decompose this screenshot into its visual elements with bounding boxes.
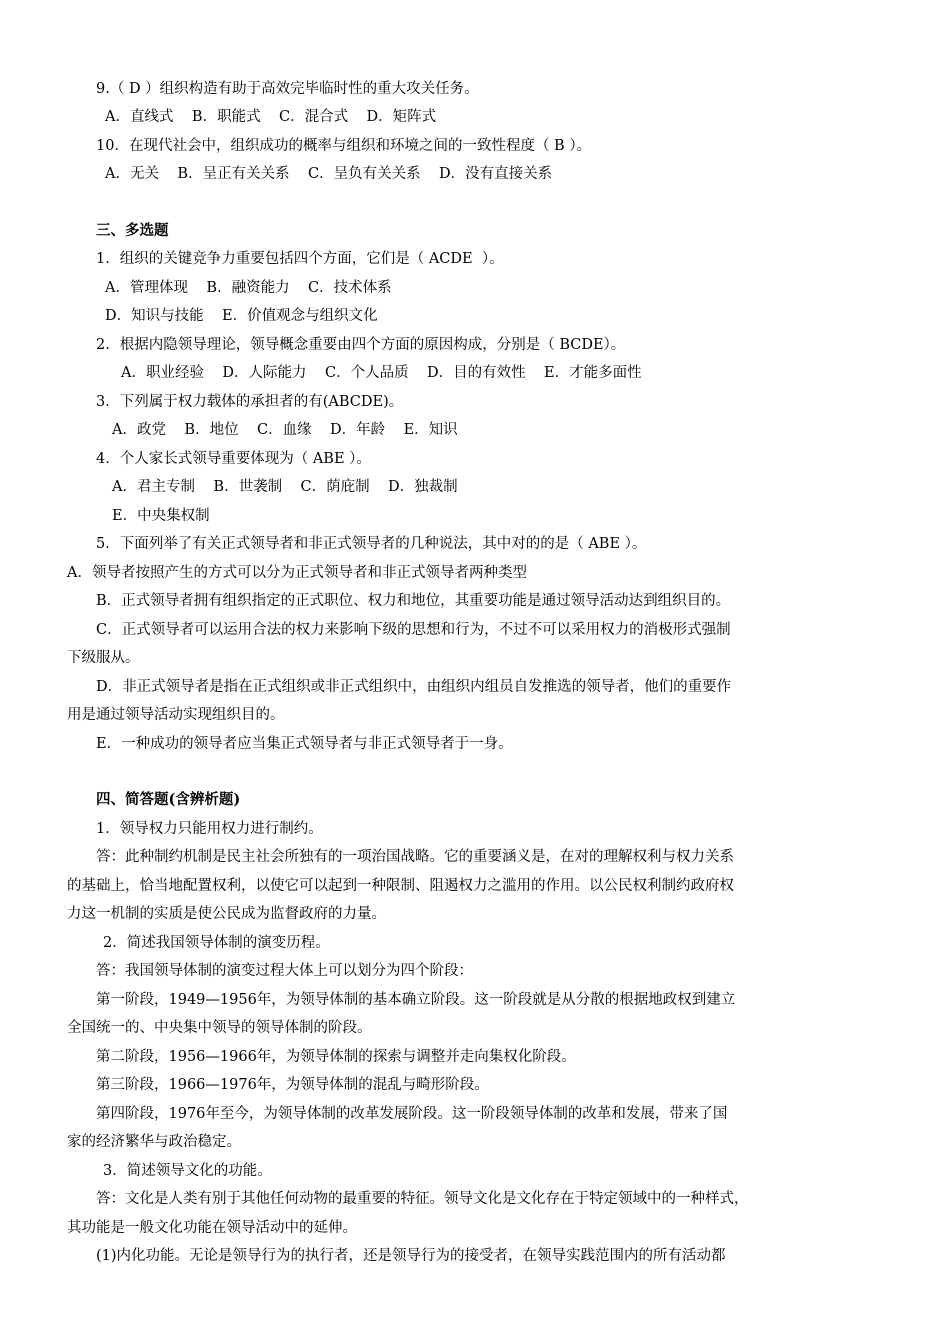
sa-answer-3-line-1: 答：文化是人类有别于其他任何动物的最重要的特征。领导文化是文化存在于特定领域中的一种样式， xyxy=(96,1191,749,1207)
mc-question-3-options: A．政党 B．地位 C．血缘 D．年龄 E．知识 xyxy=(112,422,458,438)
mc-question-2-options: A．职业经验 D．人际能力 C．个人品质 D．目的有效性 E．才能多面性 xyxy=(121,365,642,381)
section-3-heading: 三、多选题 xyxy=(96,222,169,239)
sa-answer-2-line-6: 第四阶段，1976年至今，为领导体制的改革发展阶段。这一阶段领导体制的改革和发展，带来了国 xyxy=(96,1106,728,1122)
mc-question-5: 5．下面列举了有关正式领导者和非正式领导者的几种说法，其中对的的是（ ABE ）。 xyxy=(96,536,647,552)
question-9-options: A．直线式 B．职能式 C．混合式 D．矩阵式 xyxy=(105,109,437,125)
sa-answer-3-line-2: 其功能是一般文化功能在领导活动中的延伸。 xyxy=(67,1220,357,1236)
mc-question-1-options-b: D．知识与技能 E．价值观念与组织文化 xyxy=(105,308,378,324)
sa-answer-2-line-3: 全国统一的、中央集中领导的领导体制的阶段。 xyxy=(67,1020,372,1036)
sa-answer-2-line-2: 第一阶段，1949—1956年，为领导体制的基本确立阶段。这一阶段就是从分散的根据地政权到建立 xyxy=(96,992,736,1008)
sa-question-3: 3．简述领导文化的功能。 xyxy=(103,1163,272,1179)
mc-question-5-option-c-cont: 下级服从。 xyxy=(67,650,140,666)
sa-answer-3-line-3: (1)内化功能。无论是领导行为的执行者，还是领导行为的接受者，在领导实践范围内的所有活动都 xyxy=(96,1248,726,1264)
mc-question-5-option-e: E．一种成功的领导者应当集正式领导者与非正式领导者于一身。 xyxy=(96,736,513,752)
sa-answer-2-line-4: 第二阶段，1956—1966年，为领导体制的探索与调整并走向集权化阶段。 xyxy=(96,1049,576,1065)
mc-question-3: 3．下列属于权力载体的承担者的有(ABCDE)。 xyxy=(96,394,404,410)
sa-answer-1-line-1: 答：此种制约机制是民主社会所独有的一项治国战略。它的重要涵义是，在对的理解权利与权力关系 xyxy=(96,849,734,865)
mc-question-2: 2．根据内隐领导理论，领导概念重要由四个方面的原因构成，分别是（ BCDE）。 xyxy=(96,337,626,353)
mc-question-5-option-b: B．正式领导者拥有组织指定的正式职位、权力和地位，其重要功能是通过领导活动达到组织目的。 xyxy=(96,593,731,609)
mc-question-4: 4．个人家长式领导重要体现为（ ABE ）。 xyxy=(96,451,371,467)
section-4-heading: 四、简答题(含辨析题) xyxy=(96,791,241,808)
sa-answer-2-line-5: 第三阶段，1966—1976年，为领导体制的混乱与畸形阶段。 xyxy=(96,1077,489,1093)
sa-answer-2-line-7: 家的经济繁华与政治稳定。 xyxy=(67,1134,241,1150)
mc-question-5-option-d: D．非正式领导者是指在正式组织或非正式组织中，由组织内组员自发推选的领导者，他们的重要作 xyxy=(96,679,732,695)
mc-question-1: 1．组织的关键竞争力重要包括四个方面，它们是（ ACDE ）。 xyxy=(96,251,504,267)
sa-answer-1-line-3: 力这一机制的实质是使公民成为监督政府的力量。 xyxy=(67,906,386,922)
question-10-options: A．无关 B．呈正有关关系 C．呈负有关关系 D．没有直接关系 xyxy=(105,166,553,182)
sa-answer-1-line-2: 的基础上，恰当地配置权利，以使它可以起到一种限制、阻遏权力之滥用的作用。以公民权利制约政府权 xyxy=(67,878,734,894)
question-9: 9.（ D ）组织构造有助于高效完毕临时性的重大攻关任务。 xyxy=(96,81,479,97)
mc-question-5-option-d-cont: 用是通过领导活动实现组织目的。 xyxy=(67,707,285,723)
sa-question-1: 1．领导权力只能用权力进行制约。 xyxy=(96,821,323,837)
mc-question-1-options-a: A．管理体现 B．融资能力 C．技术体系 xyxy=(105,280,392,296)
sa-question-2: 2．简述我国领导体制的演变历程。 xyxy=(103,935,330,951)
sa-answer-2-line-1: 答：我国领导体制的演变过程大体上可以划分为四个阶段： xyxy=(96,963,473,979)
mc-question-5-option-c: C．正式领导者可以运用合法的权力来影响下级的思想和行为，不过不可以采用权力的消极形式强制 xyxy=(96,622,731,638)
mc-question-4-options-a: A．君主专制 B．世袭制 C．荫庇制 D．独裁制 xyxy=(112,479,458,495)
mc-question-5-option-a: A．领导者按照产生的方式可以分为正式领导者和非正式领导者两种类型 xyxy=(67,565,527,581)
question-10: 10．在现代社会中，组织成功的概率与组织和环境之间的一致性程度（ B ）。 xyxy=(96,138,592,154)
mc-question-4-options-b: E．中央集权制 xyxy=(112,508,210,524)
